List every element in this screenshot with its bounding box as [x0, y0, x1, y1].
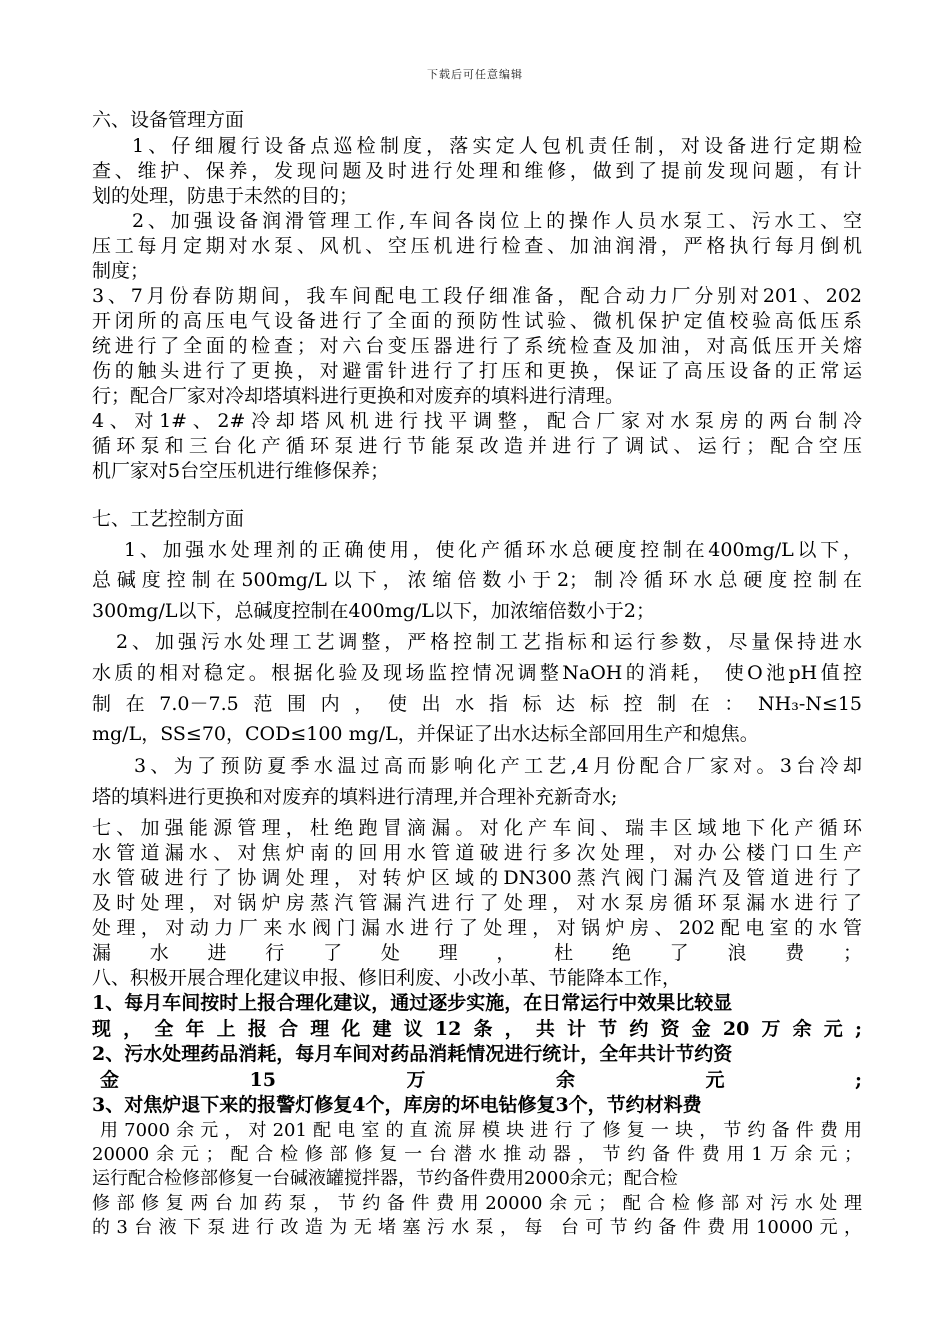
paragraph-line: 伤的触头进行了更换，对避雷针进行了打压和更换，保证了高压设备的正常运	[92, 360, 862, 382]
paragraph-line: 3、7月份春防期间，我车间配电工段仔细准备，配合动力厂分别对201、202	[92, 285, 862, 307]
paragraph-line: 塔的填料进行更换和对废弃的填料进行清理,并合理补充新奇水;	[92, 786, 618, 808]
paragraph-line-bold: 3、对焦炉退下来的报警灯修复4个，库房的坏电钻修复3个，节约材料费	[92, 1094, 702, 1116]
paragraph-line: 3、为了预防夏季水温过高而影响化产工艺,4月份配合厂家对。3台冷却	[134, 755, 862, 777]
paragraph-line: 水管道漏水、对焦炉南的回用水管道破进行多次处理，对办公楼门口生产	[92, 842, 862, 864]
paragraph-line: mg/L，SS≤70，COD≤100 mg/L，并保证了出水达标全部回用生产和熄焦。	[92, 723, 759, 745]
paragraph-line: 制在7.0－7.5范围内，使出水指标达标控制在：NH₃-N≤15	[92, 693, 862, 715]
paragraph-line: 开闭所的高压电气设备进行了全面的预防性试验、微机保护定值校验高低压系	[92, 310, 862, 332]
paragraph-line	[92, 1241, 862, 1265]
paragraph-line: 2、加强设备润滑管理工作,车间各岗位上的操作人员水泵工、污水工、空	[132, 210, 862, 232]
paragraph-line: 的3台液下泵进行改造为无堵塞污水泵，每 台可节约备件费用10000元，	[92, 1217, 862, 1238]
paragraph-line: 漏水进行了处理，杜绝了浪费；	[92, 942, 862, 964]
paragraph-line: 行；配合厂家对冷却塔填料进行更换和对废弃的填料进行清理。	[92, 385, 625, 407]
paragraph-line: 水质的相对稳定。根据化验及现场监控情况调整NaOH的消耗， 使O池pH值控	[92, 662, 862, 684]
paragraph-line-bold: 金15万余元;	[100, 1069, 862, 1091]
paragraph-line: 查、维护、保养，发现问题及时进行处理和维修，做到了提前发现问题，有计	[92, 160, 862, 182]
paragraph-line: 用7000余元，对201配电室的直流屏模块进行了修复一块，节约备件费用	[100, 1120, 862, 1141]
paragraph-line: 20000余元；配合检修部修复一台潜水推动器，节约备件费用1万余元；	[92, 1144, 862, 1165]
paragraph-line-bold: 2、污水处理药品消耗，每月车间对药品消耗情况进行统计，全年共计节约资	[92, 1043, 733, 1065]
page-header: 下载后可任意编辑	[427, 68, 523, 81]
heading-process-control: 七、工艺控制方面	[92, 508, 245, 530]
paragraph-line: 修部修复两台加药泵，节约备件费用20000余元；配合检修部对污水处理	[92, 1193, 862, 1214]
paragraph-line: 1、加强水处理剂的正确使用，使化产循环水总硬度控制在400mg/L以下，	[124, 539, 862, 561]
paragraph-line: 划的处理，防患于未然的目的；	[92, 185, 359, 207]
paragraph-line: 统进行了全面的检查；对六台变压器进行了系统检查及加油，对高低压开关熔	[92, 335, 862, 357]
paragraph-line: 循环泵和三台化产循环泵进行节能泵改造并进行了调试、运行；配合空压	[92, 435, 862, 457]
paragraph-line: 总碱度控制在500mg/L以下，浓缩倍数小于2；制冷循环水总硬度控制在	[92, 569, 862, 591]
paragraph-line: 及时处理，对锅炉房蒸汽管漏汽进行了处理，对水泵房循环泵漏水进行了	[92, 892, 862, 914]
heading-rationalization: 1、每月车间按时上报合理化建议，通过逐步实施，在日常运行中效果比较显	[92, 992, 733, 1014]
paragraph-line: 4、对1#、2#冷却塔风机进行找平调整，配合厂家对水泵房的两台制冷	[92, 410, 862, 432]
paragraph-line: 300mg/L以下，总碱度控制在400mg/L以下，加浓缩倍数小于2；	[92, 600, 656, 622]
paragraph-line: 八、积极开展合理化建议申报、修旧利废、小改小革、节能降本工作，	[92, 967, 682, 989]
paragraph-line: 1、仔细履行设备点巡检制度，落实定人包机责任制，对设备进行定期检	[132, 135, 862, 157]
paragraph-line: 运行配合检修部修复一台碱液罐搅拌器，节约备件费用2000余元；配合检	[92, 1168, 678, 1189]
paragraph-line: 压工每月定期对水泵、风机、空压机进行检查、加油润滑，严格执行每月倒机	[92, 235, 862, 257]
heading-equipment-management: 六、设备管理方面	[92, 109, 245, 131]
paragraph-line: 2、加强污水处理工艺调整，严格控制工艺指标和运行参数，尽量保持进水	[116, 631, 862, 653]
paragraph-line: 制度；	[92, 260, 150, 282]
paragraph-line: 水管破进行了协调处理，对转炉区域的DN300蒸汽阀门漏汽及管道进行了	[92, 867, 862, 889]
paragraph-line: 七、加强能源管理，杜绝跑冒滴漏。对化产车间、瑞丰区域地下化产循环	[92, 817, 862, 839]
paragraph-line: 处理，对动力厂来水阀门漏水进行了处理，对锅炉房、202配电室的水管	[92, 917, 862, 939]
paragraph-line-bold: 现，全年上报合理化建议12条，共计节约资金20万余元;	[92, 1018, 862, 1040]
paragraph-line: 机厂家对5台空压机进行维修保养；	[92, 460, 390, 482]
